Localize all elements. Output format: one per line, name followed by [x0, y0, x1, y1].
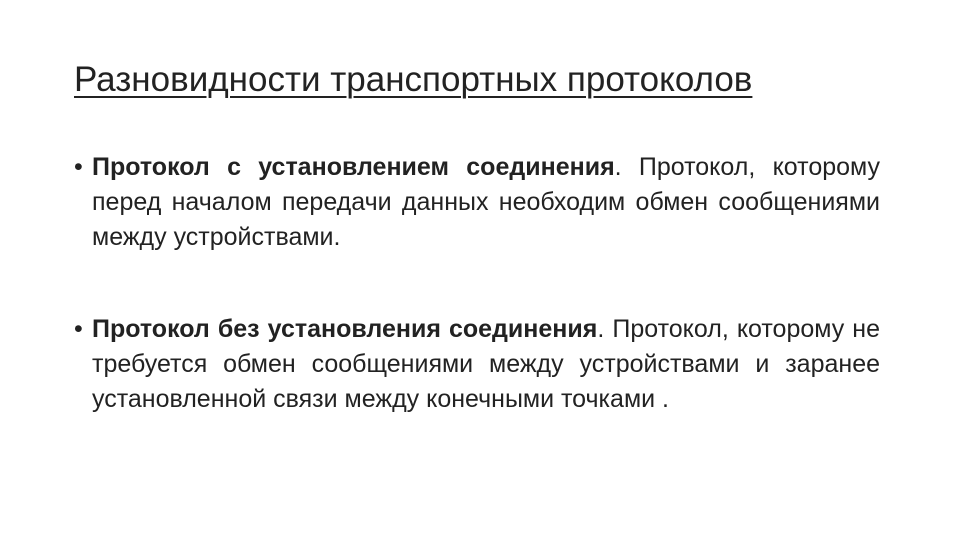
bullet-item-connection-oriented	[74, 150, 880, 255]
bullet-marker: •	[74, 315, 83, 343]
bullet-definition: . Протокол, которому не требуется обмен сообщениями между устройствами и заранее установленной связи между конечными точками .	[92, 315, 881, 413]
bullet-marker: •	[74, 153, 83, 181]
bullet-term: Протокол без установления соединения	[92, 315, 598, 343]
bullet-item-connectionless	[74, 312, 880, 417]
bullet-definition: . Протокол, которому перед началом передачи данных необходим обмен сообщениями между устройствами.	[92, 153, 880, 251]
bullet-term: Протокол с установлением соединения	[92, 153, 615, 181]
slide-title: Разновидности транспортных протоколов	[74, 60, 753, 99]
bullet-list	[74, 150, 880, 417]
